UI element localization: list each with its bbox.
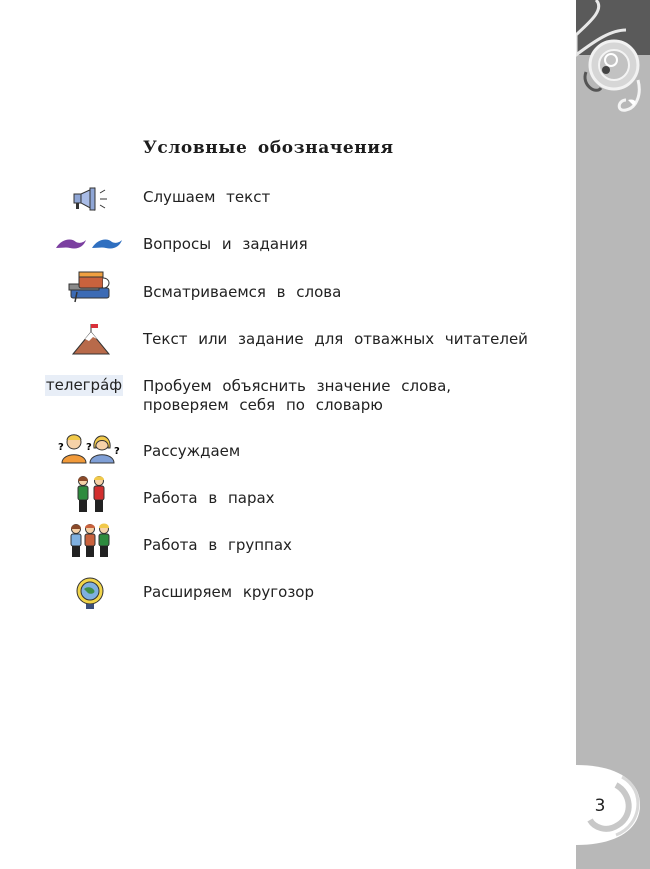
legend-label-brave-readers: Текст или задание для отважных читателей [143, 330, 528, 348]
mountain-flag-icon [71, 322, 111, 356]
legend-label-listen: Слушаем текст [143, 188, 271, 206]
dictionary-word-sample: телегрáф [45, 376, 123, 394]
globe-bulb-icon [74, 577, 106, 611]
page-number: 3 [594, 796, 606, 816]
page-title: Условные обозначения [143, 138, 394, 158]
legend-label-explain-line1: Пробуем объяснить значение слова, [143, 377, 452, 395]
feather-wave-icons [54, 236, 124, 252]
thinking-people-icon [58, 430, 122, 464]
page-number-tab [576, 765, 650, 845]
megaphone-icon [72, 186, 112, 212]
swirl-ornament-icon [576, 0, 650, 125]
legend-label-pairs: Работа в парах [143, 489, 275, 507]
svg-text:?: ? [58, 442, 64, 453]
legend-label-groups: Работа в группах [143, 536, 292, 554]
legend-label-questions: Вопросы и задания [143, 235, 308, 253]
legend-label-look-words: Всматриваемся в слова [143, 283, 342, 301]
group-people-icon [68, 522, 112, 558]
svg-text:?: ? [114, 446, 120, 457]
pair-people-icon [74, 475, 108, 513]
page-margin-sidebar [576, 0, 650, 869]
legend-label-horizons: Расширяем кругозор [143, 583, 315, 601]
legend-label-explain-line2: проверяем себя по словарю [143, 396, 383, 414]
books-icon [67, 270, 115, 304]
svg-text:?: ? [86, 442, 92, 453]
legend-label-reason: Рассуждаем [143, 442, 241, 460]
